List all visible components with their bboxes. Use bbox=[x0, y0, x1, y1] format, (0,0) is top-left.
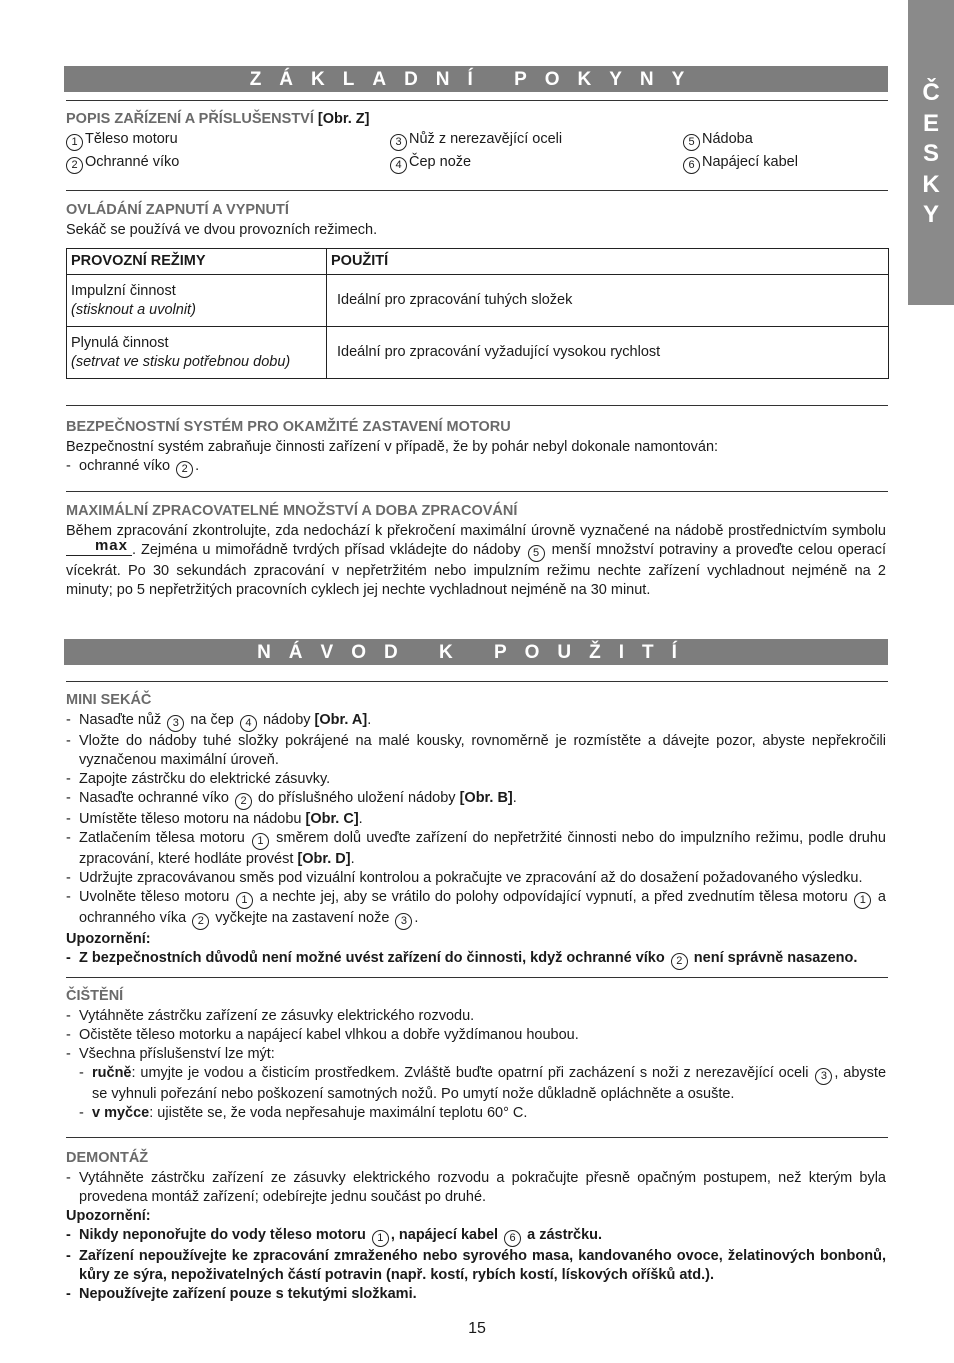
page-number: 15 bbox=[468, 1320, 486, 1337]
list-item: - Nasaďte nůž 3 na čep 4 nádoby [Obr. A]. bbox=[66, 711, 886, 732]
divider bbox=[66, 405, 888, 406]
divider bbox=[66, 190, 888, 191]
section-ovladani bbox=[66, 201, 886, 379]
part-item: 1 Těleso motoru bbox=[66, 130, 178, 151]
section-banner-zakladni-pokyny: ZÁKLADNÍ POKYNY bbox=[64, 66, 888, 92]
divider bbox=[66, 977, 888, 978]
list-item: - Očistěte těleso motorku a napájecí kabel vlhkou a dobře vyždímanou houbou. bbox=[66, 1026, 886, 1045]
list-item: - Umístěte těleso motoru na nádobu [Obr. C]. bbox=[66, 810, 886, 829]
section-banner-navod: NÁVOD K POUŽITÍ bbox=[64, 639, 888, 665]
table-header: POUŽITÍ bbox=[327, 249, 889, 275]
parts-list bbox=[66, 130, 886, 176]
table-row bbox=[67, 275, 889, 327]
paragraph: Během zpracování zkontrolujte, zda nedochází k překročení maximální úrovně vyznačené na nádobě prostřednictvím symbolu max . Zejména u mimořádně tvrdých přísad vkládejte do nádoby 5 menší množství potraviny a proveďte celou operací vícekrát. Po 30 sekundách zpracování v nepřetržitém nebo impulzním režimu nechte zařízení vychladnout nejméně na 2 minuty; po 5 nepřetržitých pracovních cyklech jej nechte vychladnout nejméně na 30 minut. bbox=[66, 523, 887, 598]
list-item: - Udržujte zpracovávanou směs pod vizuální kontrolou a pokračujte ve zpracování až do dosažení požadovaného výsledku. bbox=[66, 869, 886, 888]
part-item: 5 Nádoba bbox=[683, 130, 753, 151]
list-item: - ochranné víko 2 . bbox=[66, 457, 886, 478]
table-header-row bbox=[67, 249, 889, 275]
lang-letter: Y bbox=[922, 201, 939, 228]
lang-letter: E bbox=[922, 109, 939, 137]
section-title: ČIŠTĚNÍ bbox=[66, 988, 124, 1004]
lang-letter: K bbox=[922, 170, 940, 198]
table-cell: Plynulá činnost (setrvat ve stisku potřebnou dobu) bbox=[67, 327, 327, 379]
section-demontaz bbox=[66, 1149, 886, 1304]
list-item: - Zapojte zástrčku do elektrické zásuvky. bbox=[66, 770, 886, 789]
warning-label: Upozornění: bbox=[66, 931, 151, 947]
part-item: 2 Ochranné víko bbox=[66, 153, 179, 174]
list-item: - Všechna příslušenství lze mýt: - ručně: umyjte je vodou a čisticím prostředkem. Zvláště buďte opatrní při zacházení s noži z nerezavějící oceli 3 , abyste se vyhnuli pořezání nebo poškození samotných nožů. Po umytí nože důkladně opláchněte a osušte. - v myčce: ujistěte se, že voda nepřesahuje maximální teplotu 60° C. bbox=[66, 1045, 886, 1123]
section-title: MAXIMÁLNÍ ZPRACOVATELNÉ MNOŽSTVÍ A DOBA ZPRACOVÁNÍ bbox=[66, 503, 518, 519]
section-cisteni bbox=[66, 987, 886, 1123]
section-popis bbox=[66, 110, 886, 176]
sub-list-item: - ručně: umyjte je vodou a čisticím prostředkem. Zvláště buďte opatrní při zacházení s noži z nerezavějící oceli 3 , abyste se vyhnuli pořezání nebo poškození samotných nožů. Po umytí nože důkladně opláchněte a osušte. bbox=[79, 1064, 886, 1104]
divider bbox=[66, 100, 888, 101]
list-item: - Vytáhněte zástrčku zařízení ze zásuvky elektrického rozvodu. bbox=[66, 1007, 886, 1026]
table-cell: Ideální pro zpracování vyžadující vysokou rychlost bbox=[327, 327, 889, 379]
warning-label: Upozornění: bbox=[66, 1208, 151, 1224]
lang-letter: Č bbox=[922, 79, 940, 106]
warning-item: - Nepoužívejte zařízení pouze s tekutými složkami. bbox=[66, 1285, 886, 1304]
section-title: BEZPEČNOSTNÍ SYSTÉM PRO OKAMŽITÉ ZASTAVENÍ MOTORU bbox=[66, 419, 511, 435]
divider bbox=[66, 1137, 888, 1138]
modes-table bbox=[66, 248, 889, 379]
max-level-symbol: max bbox=[66, 541, 132, 556]
part-item: 6 Napájecí kabel bbox=[683, 153, 798, 174]
section-title: OVLÁDÁNÍ ZAPNUTÍ A VYPNUTÍ bbox=[66, 202, 289, 218]
section-mini-sekac bbox=[66, 691, 886, 970]
section-bezpecnost bbox=[66, 418, 886, 478]
section-title: DEMONTÁŽ bbox=[66, 1150, 149, 1166]
part-item: 3 Nůž z nerezavějící oceli bbox=[390, 130, 562, 151]
warning-item: - Nikdy neponořujte do vody těleso motoru 1 , napájecí kabel 6 a zástrčku. bbox=[66, 1226, 886, 1247]
paragraph: Sekáč se používá ve dvou provozních režimech. bbox=[66, 222, 378, 238]
sub-list-item: - v myčce: ujistěte se, že voda nepřesahuje maximální teplotu 60° C. bbox=[79, 1104, 886, 1123]
table-header: PROVOZNÍ REŽIMY bbox=[67, 249, 327, 275]
divider bbox=[66, 681, 888, 682]
table-row bbox=[67, 327, 889, 379]
table-cell: Impulzní činnost (stisknout a uvolnit) bbox=[67, 275, 327, 327]
list-item: - Uvolněte těleso motoru 1 a nechte jej, aby se vrátilo do polohy odpovídající vypnutí, a před zvednutím tělesa motoru 1 a ochranného víka 2 vyčkejte na zastavení nože 3 . bbox=[66, 888, 886, 930]
section-title: MINI SEKÁČ bbox=[66, 692, 152, 708]
section-title: POPIS ZAŘÍZENÍ A PŘÍSLUŠENSTVÍ [Obr. Z] bbox=[66, 111, 370, 127]
list-item: - Vytáhněte zástrčku zařízení ze zásuvky elektrického rozvodu a pokračujte přesně opačným postupem, než kterým byla provedena montáž zařízení; odebírejte jednu součást po druhé. bbox=[66, 1169, 886, 1207]
part-item: 4 Čep nože bbox=[390, 153, 471, 174]
list-item: - Vložte do nádoby tuhé složky pokrájené na malé kousky, rovnoměrně je rozmístěte a dávejte pozor, abyste nepřekročili vyznačenou maximální úroveň. bbox=[66, 732, 886, 770]
divider bbox=[66, 491, 888, 492]
paragraph: Bezpečnostní systém zabraňuje činnosti zařízení v případě, že by pohár nebyl dokonale namontován: bbox=[66, 439, 719, 455]
warning-item: - Zařízení nepoužívejte ke zpracování zmraženého nebo syrového masa, kandovaného ovoce, želatinových bonbonů, kůry ze sýra, nepoživatelných částí potravin (např. kostí, rybích kostí, lískových oříšků atd.). bbox=[66, 1247, 886, 1285]
list-item: - Nasaďte ochranné víko 2 do příslušného uložení nádoby [Obr. B]. bbox=[66, 789, 886, 810]
warning-item: - Z bezpečnostních důvodů není možné uvést zařízení do činnosti, když ochranné víko 2 není správně nasazeno. bbox=[66, 949, 886, 970]
table-cell: Ideální pro zpracování tuhých složek bbox=[327, 275, 889, 327]
section-maximalni bbox=[66, 502, 886, 600]
lang-letter: S bbox=[922, 140, 939, 167]
list-item: - Zatlačením tělesa motoru 1 směrem dolů uveďte zařízení do nepřetržité činnosti nebo do impulzního režimu, podle druhu zpracování, které hodláte provést [Obr. D]. bbox=[66, 829, 886, 869]
language-tab bbox=[908, 0, 954, 305]
